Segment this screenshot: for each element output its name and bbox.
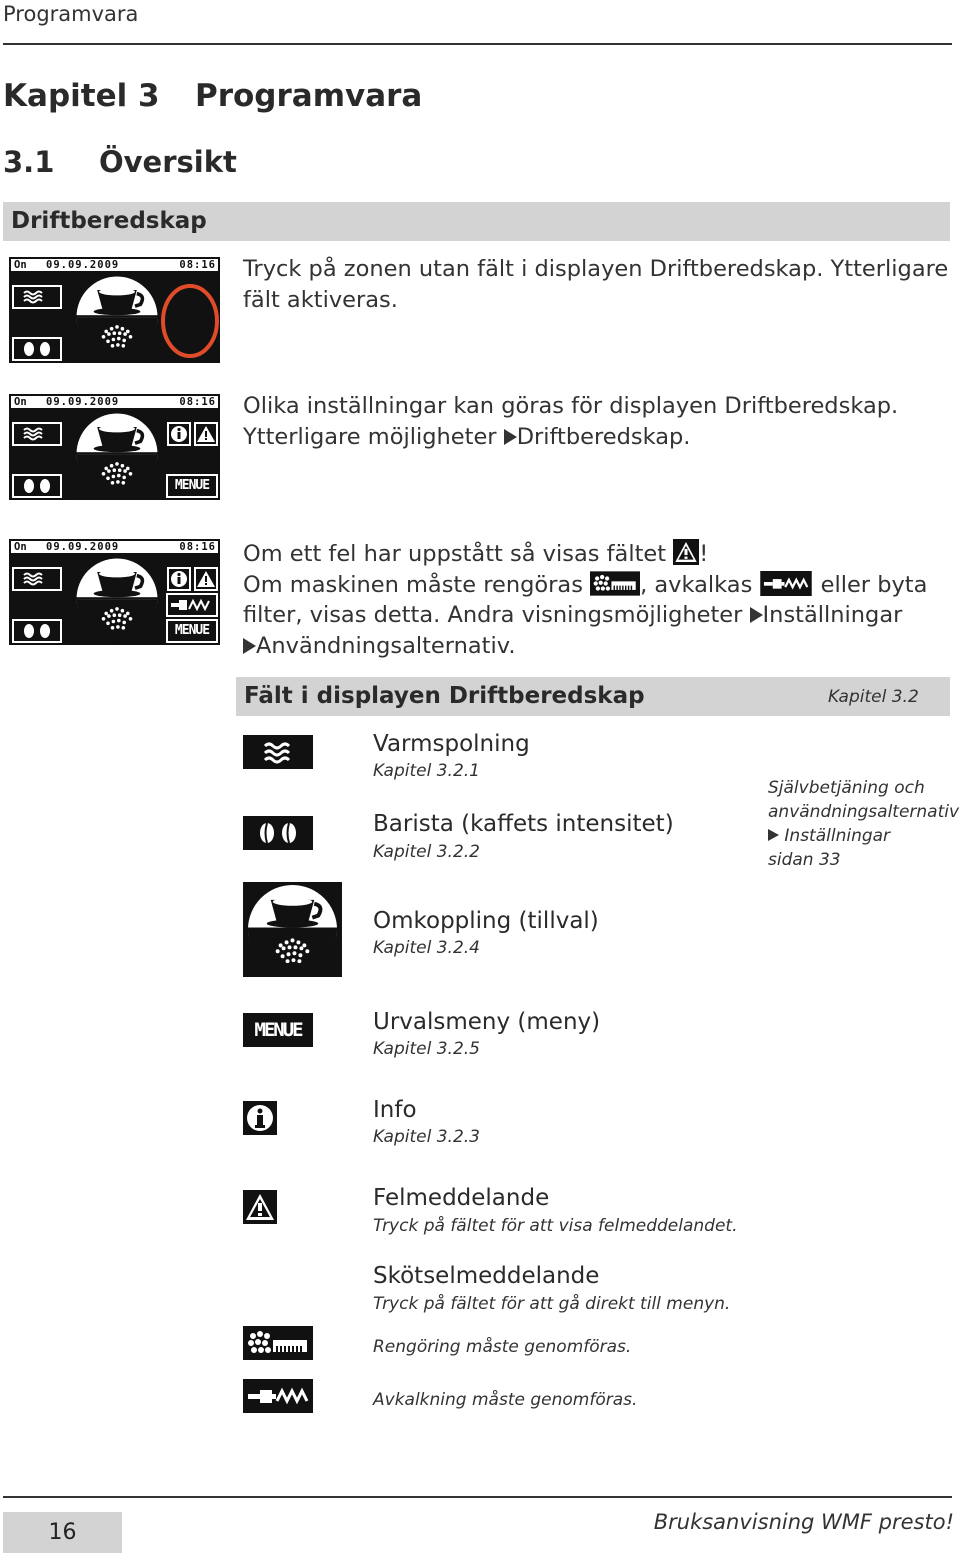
exclamation-text: !: [699, 541, 709, 567]
paragraph-1-line-2: fält aktiveras.: [243, 286, 398, 313]
side-note-line-4: sidan 33: [768, 850, 841, 870]
highlight-circle: [158, 281, 220, 361]
status-bar: [11, 259, 218, 271]
header-rule: [3, 43, 952, 45]
running-header: Programvara: [3, 2, 139, 26]
item-ref-omkoppling: Kapitel 3.2.4: [373, 938, 480, 958]
side-note-line-2: användningsalternativ: [768, 802, 960, 822]
paragraph-3-line-1: [243, 539, 927, 570]
status-mode: On: [14, 396, 27, 408]
descaling-icon: [243, 1379, 313, 1413]
chapter-label: Kapitel 3: [3, 78, 160, 114]
steam-icon: [243, 735, 313, 769]
warning-icon[interactable]: [194, 567, 218, 591]
beans-icon: [243, 816, 313, 850]
item-ref-urvalsmeny: Kapitel 3.2.5: [373, 1039, 480, 1059]
paragraph-2-line-1: Olika inställningar kan göras för displayen Driftberedskap.: [243, 393, 899, 419]
menu-icon: MENUE: [243, 1013, 313, 1047]
steam-icon[interactable]: [12, 285, 62, 309]
paragraph-3-text: filter, visas detta. Andra visningsmöjligheter: [243, 602, 750, 628]
item-title-varmspolning: Varmspolning: [373, 731, 530, 757]
item-title-info: Info: [373, 1097, 417, 1123]
beans-icon[interactable]: [12, 337, 62, 361]
item-ref-varmspolning: Kapitel 3.2.1: [373, 761, 480, 781]
band-title: Driftberedskap: [11, 208, 207, 234]
paragraph-2-line-2: [243, 422, 898, 453]
side-note-link[interactable]: Inställningar: [784, 826, 891, 846]
item-desc-skotselmeddelande: Tryck på fältet för att gå direkt till menyn.: [373, 1294, 731, 1314]
steam-icon[interactable]: [12, 567, 62, 591]
fields-band: [236, 677, 950, 716]
paragraph-1: [243, 254, 948, 315]
status-date: 09.09.2009: [46, 396, 120, 408]
display-screenshot-2: [9, 394, 220, 500]
menu-icon-label: MENUE: [168, 476, 216, 496]
arrow-right-icon: [504, 429, 517, 445]
menu-icon[interactable]: [166, 619, 218, 643]
status-time: 08:16: [179, 259, 216, 271]
driftberedskap-band: [3, 202, 950, 241]
menu-icon-label: MENUE: [168, 621, 216, 641]
side-note-line-1: Självbetjäning och: [768, 778, 925, 798]
info-icon[interactable]: [167, 422, 191, 446]
item-desc-felmeddelande: Tryck på fältet för att visa felmeddelandet.: [373, 1216, 738, 1236]
side-note: [768, 776, 959, 872]
item-title-barista: Barista (kaffets intensitet): [373, 811, 674, 837]
section-title: Översikt: [99, 145, 237, 179]
side-note-line-3: [768, 824, 959, 848]
link-anvandningsalternativ[interactable]: Användningsalternativ.: [256, 632, 516, 659]
status-bar: [11, 396, 218, 408]
cleaning-icon: [243, 1326, 313, 1360]
menu-icon[interactable]: [166, 474, 218, 498]
arrow-right-icon: [243, 638, 256, 654]
cleaning-icon: [590, 571, 640, 596]
info-icon[interactable]: [167, 567, 191, 591]
status-time: 08:16: [179, 541, 216, 553]
item-ref-barista: Kapitel 3.2.2: [373, 842, 480, 862]
item-title-felmeddelande: Felmeddelande: [373, 1185, 550, 1211]
status-mode: On: [14, 541, 27, 553]
paragraph-3-text: eller byta: [813, 571, 928, 598]
paragraph-2-text: Ytterligare möjligheter: [243, 423, 504, 450]
paragraph-3-line-2: [243, 570, 927, 601]
warning-icon[interactable]: [194, 422, 218, 446]
paragraph-3-line-4: [243, 631, 927, 662]
cup-icon[interactable]: [72, 555, 162, 643]
item-desc-rengoring: Rengöring måste genomföras.: [373, 1337, 632, 1357]
cup-icon[interactable]: [72, 273, 162, 361]
paragraph-1-line-1: Tryck på zonen utan fält i displayen Driftberedskap. Ytterligare: [243, 256, 949, 282]
arrow-right-icon: [768, 829, 779, 841]
arrow-right-icon: [750, 607, 763, 623]
item-desc-avkalkning: Avkalkning måste genomföras.: [373, 1390, 638, 1410]
paragraph-3-text: , avkalkas: [640, 571, 760, 598]
descaling-icon[interactable]: [166, 593, 218, 617]
section-number: 3.1: [3, 145, 55, 179]
link-installningar[interactable]: Inställningar: [762, 602, 903, 628]
item-title-skotselmeddelande: Skötselmeddelande: [373, 1263, 600, 1289]
item-title-urvalsmeny: Urvalsmeny (meny): [373, 1009, 601, 1035]
beans-icon[interactable]: [12, 474, 62, 498]
info-icon: [243, 1101, 277, 1135]
display-screenshot-3: [9, 539, 220, 645]
footer-title: Bruksanvisning WMF presto!: [653, 1510, 954, 1534]
paragraph-3-text: Om ett fel har uppstått så visas fältet: [243, 541, 674, 567]
status-date: 09.09.2009: [46, 541, 120, 553]
display-screenshot-1: [9, 257, 220, 363]
paragraph-2: [243, 391, 898, 452]
descaling-icon: [759, 571, 813, 596]
paragraph-3-text: Om maskinen måste rengöras: [243, 571, 591, 598]
status-mode: On: [14, 259, 27, 271]
fields-band-ref: Kapitel 3.2: [828, 687, 919, 707]
warning-icon: [673, 539, 699, 565]
page-number: 16: [3, 1512, 122, 1553]
link-driftberedskap[interactable]: Driftberedskap.: [516, 423, 691, 450]
beans-icon[interactable]: [12, 619, 62, 643]
footer-rule: [3, 1496, 952, 1498]
warning-icon: [243, 1190, 277, 1224]
paragraph-3-line-3: [243, 600, 927, 631]
status-time: 08:16: [179, 396, 216, 408]
status-bar: [11, 541, 218, 553]
cup-icon: [243, 882, 342, 977]
paragraph-3: [243, 539, 927, 661]
steam-icon[interactable]: [12, 422, 62, 446]
item-ref-info: Kapitel 3.2.3: [373, 1127, 480, 1147]
fields-band-title: Fält i displayen Driftberedskap: [244, 683, 645, 709]
cup-icon[interactable]: [72, 410, 162, 498]
chapter-title: Programvara: [195, 78, 423, 114]
item-title-omkoppling: Omkoppling (tillval): [373, 908, 599, 934]
status-date: 09.09.2009: [46, 259, 120, 271]
